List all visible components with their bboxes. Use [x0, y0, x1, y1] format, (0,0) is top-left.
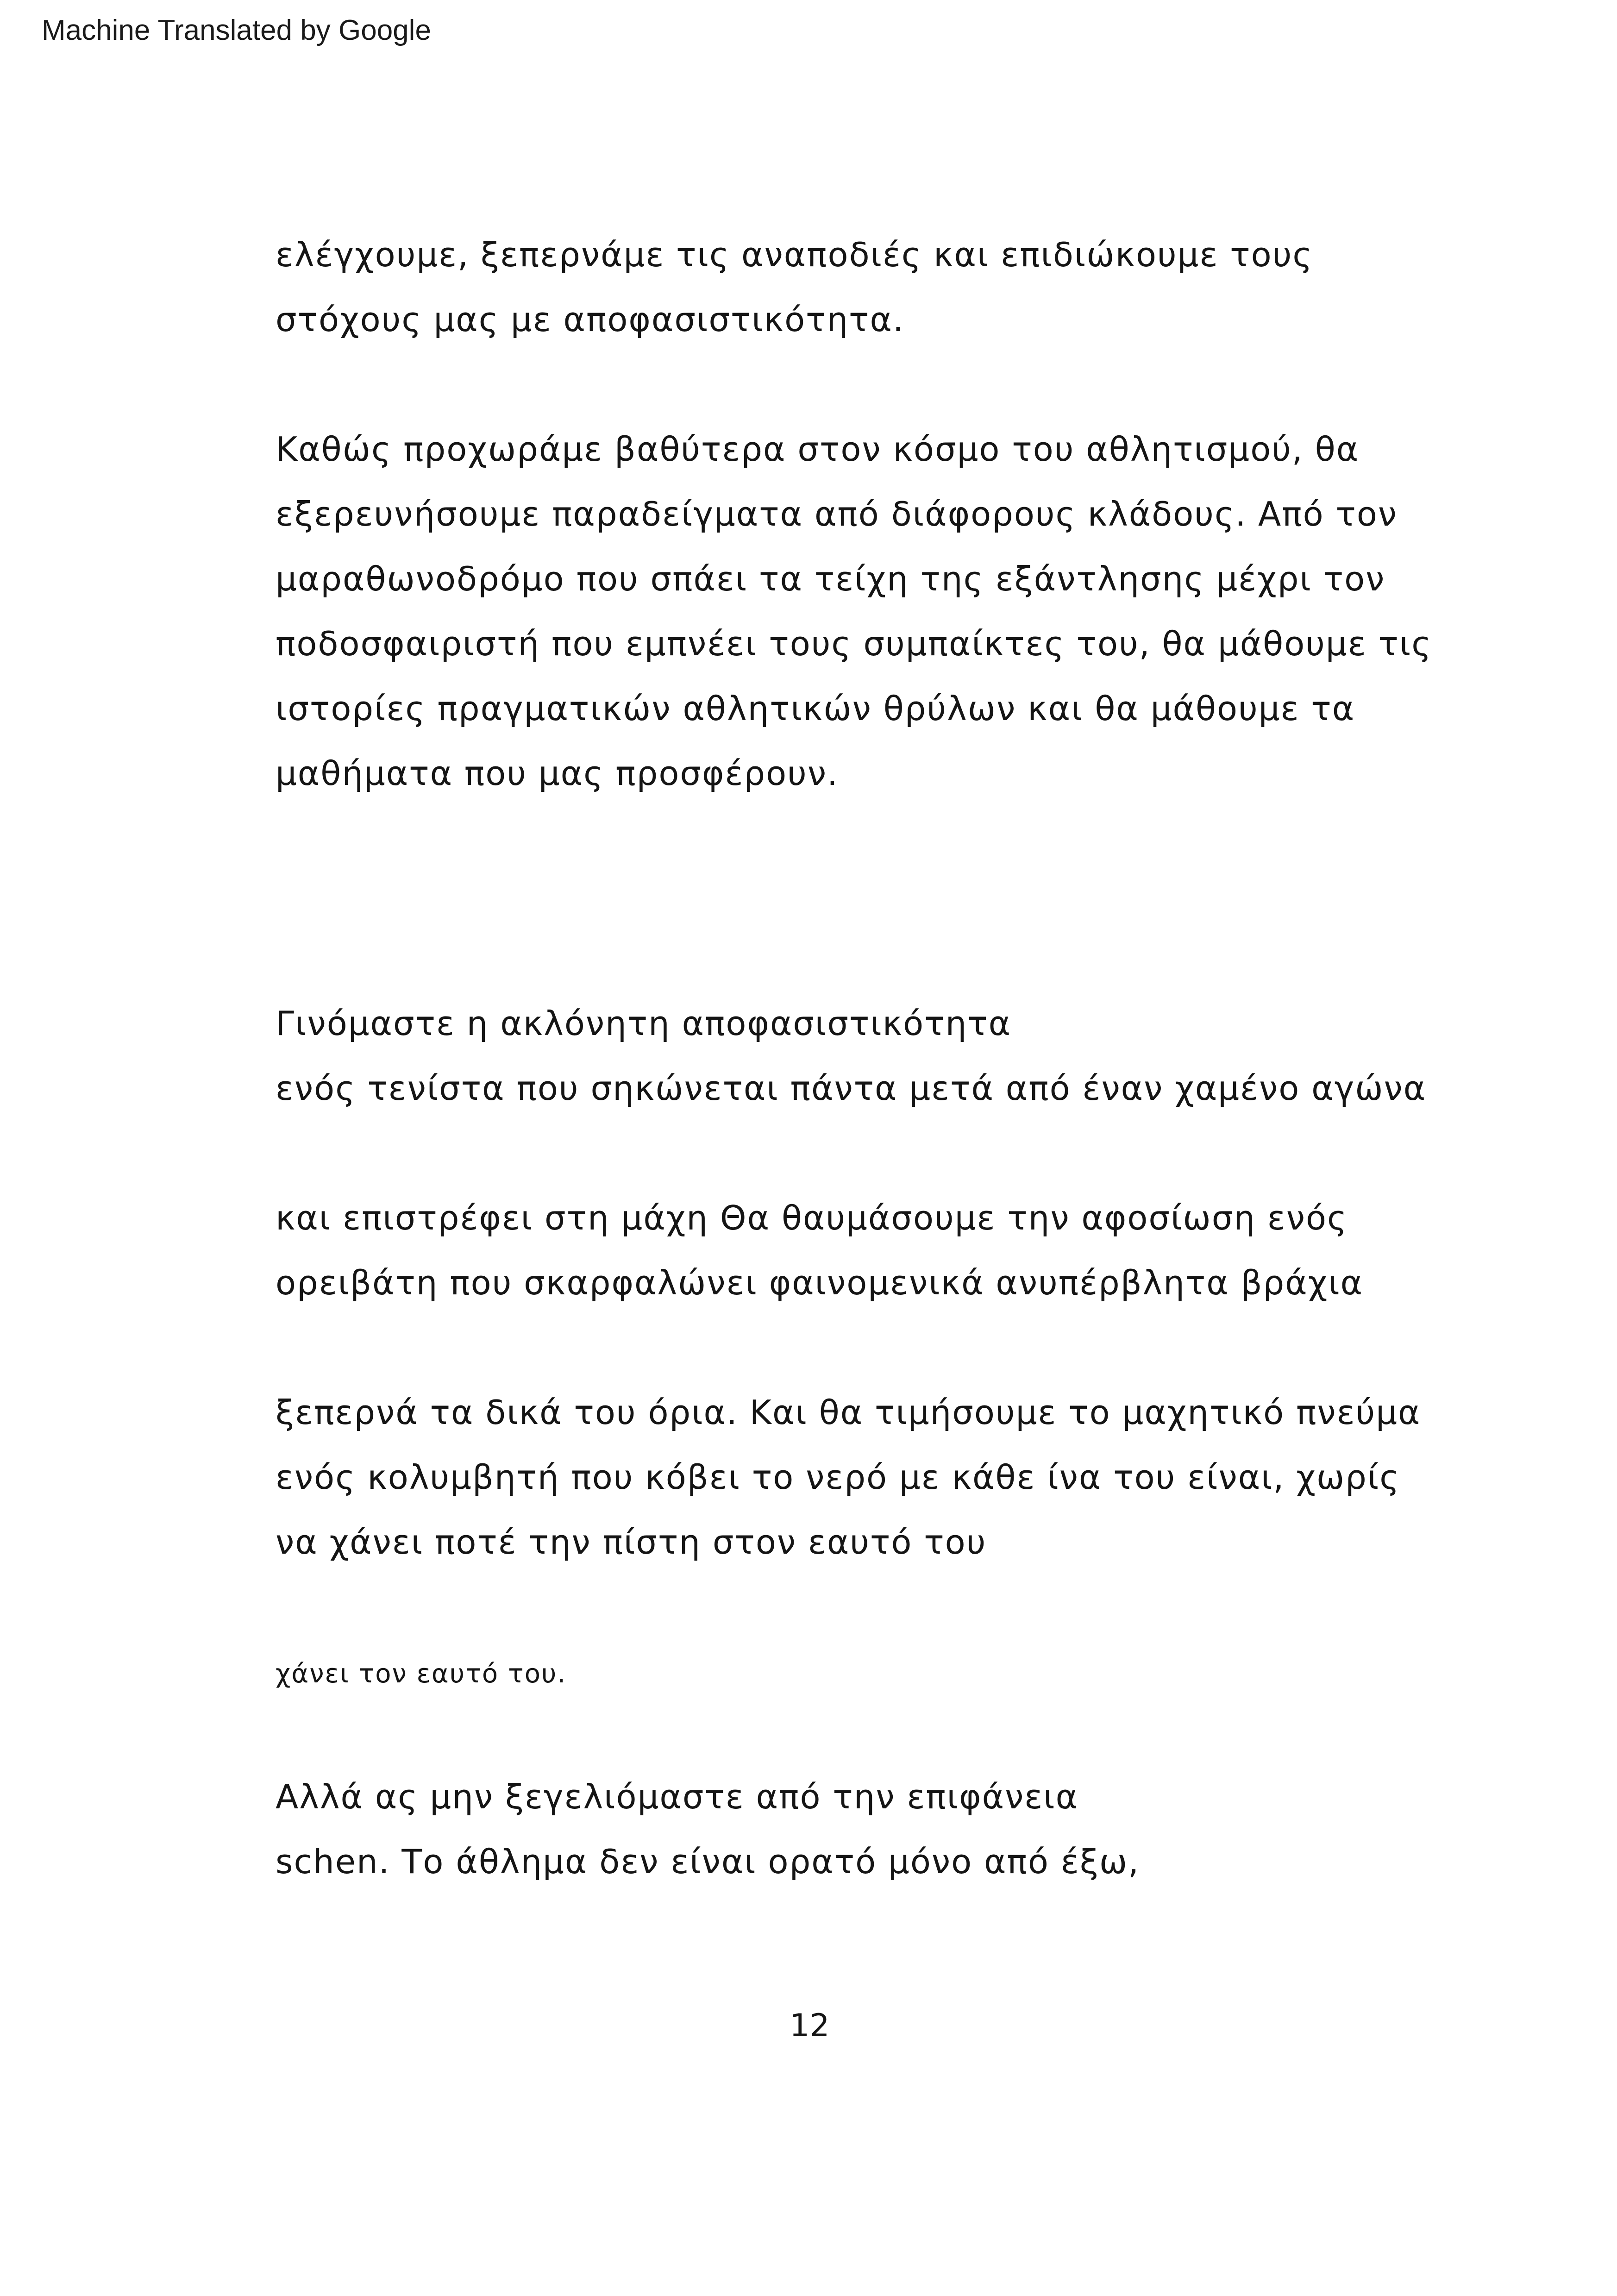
- text-line: ιστορίες πραγματικών αθλητικών θρύλων και θα μάθουμε τα: [276, 689, 1355, 728]
- text-line: schen. Το άθλημα δεν είναι ορατό μόνο από έξω,: [276, 1842, 1140, 1881]
- text-line: μαραθωνοδρόμο που σπάει τα τείχη της εξάντλησης μέχρι τον: [276, 559, 1385, 598]
- text-line: να χάνει ποτέ την πίστη στον εαυτό του: [276, 1523, 987, 1562]
- text-line: ξεπερνά τα δικά του όρια. Και θα τιμήσουμε το μαχητικό πνεύμα: [276, 1393, 1421, 1432]
- text-line: ενός τενίστα που σηκώνεται πάντα μετά από έναν χαμένο αγώνα: [276, 1069, 1427, 1108]
- text-line: ενός κολυμβητή που κόβει το νερό με κάθε ίνα του είναι, χωρίς: [276, 1458, 1400, 1497]
- text-line: ελέγχουμε, ξεπερνάμε τις αναποδιές και επιδιώκουμε τους: [276, 235, 1313, 274]
- text-line: Αλλά ας μην ξεγελιόμαστε από την επιφάνεια: [276, 1777, 1079, 1816]
- text-line: ορειβάτη που σκαρφαλώνει φαινομενικά ανυπέρβλητα βράχια: [276, 1263, 1364, 1302]
- text-line: Γινόμαστε η ακλόνητη αποφασιστικότητα: [276, 1004, 1012, 1043]
- text-line: στόχους μας με αποφασιστικότητα.: [276, 300, 904, 339]
- text-line: και επιστρέφει στη μάχη Θα θαυμάσουμε την αφοσίωση ενός: [276, 1198, 1348, 1237]
- text-line: χάνει τον εαυτό του.: [276, 1659, 567, 1689]
- page-number: 12: [790, 2007, 830, 2044]
- text-line: εξερευνήσουμε παραδείγματα από διάφορους κλάδους. Από τον: [276, 495, 1398, 533]
- text-line: Καθώς προχωράμε βαθύτερα στον κόσμο του αθλητισμού, θα: [276, 430, 1360, 469]
- text-line: ποδοσφαιριστή που εμπνέει τους συμπαίκτες του, θα μάθουμε τις: [276, 624, 1432, 663]
- text-line: μαθήματα που μας προσφέρουν.: [276, 754, 839, 793]
- machine-translation-banner: Machine Translated by Google: [42, 14, 431, 46]
